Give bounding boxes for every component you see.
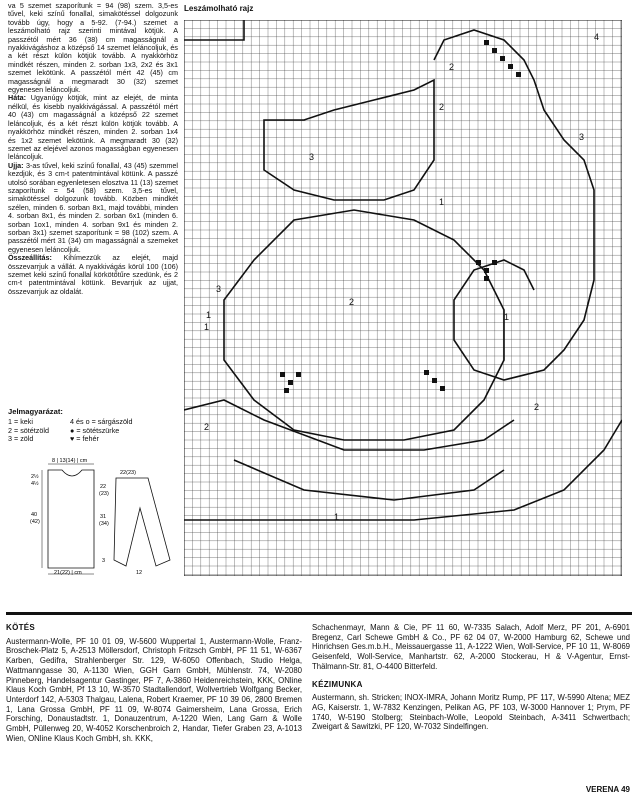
legend-item-sotetzold: 2 = sötétzöld (8, 425, 49, 435)
back-text: Ugyanúgy kötjük, mint az elejét, de minta nélkül, és kisebb nyakkivágással. A passzétól mért 40 (43) cm magasságnál a középső 22 szemet leláncoljuk, és a két részt külön kötjük tovább. A nyakkörhöz mindkét részen, minden 2. sorban 1x4 és 1x2 szemet lekötünk. A megmaradt 30 (32) szemet az elejével azonos magasságban egyenesen leláncoljuk. (8, 93, 178, 162)
sleeve-label: Ujja: (8, 160, 24, 170)
kotes-text: Austermann-Wolle, PF 10 01 09, W-5600 Wuppertal 1, Austermann-Wolle, Franz-Broschek-Platz 5, A-2513 Möllersdorf, Christoph Fritzsch GmbH, PF 11 51, W-6367 Karben, Gedifra, Strahlenberger Str. 129, W-6050 Offenbach, Studio Helga, Wattmanngasse 30, A-1130 Wien, GGH Garn GmbH, Mühlenstr. 74, W-2080 Pinneberg, Handelsagentur Gastinger, PF 7, A-3860 Heidenreichstein, KKK, ONline Klaus Koch GmbH, Pf 13 10, W-3570 Stadtallendorf, Wollvertrieb Wolfgang Becker, Unterdorf 142, A-5303 Thalgau, Lalena, Robert Kraemer, PF 10 39 06, 2800 Bremen 1, Lana Grossa GmbH, PF 11 09, W-8074 Gaimersheim, Lana Grossa, Erich Forsching, Donaustadtstr. 1, Donauzentrum, A-1220 Wien, Lang Garn & Wolle GmbH, Püllenweg 20, W-4052 Korschenbroich 2, Handar, Tiefer Graben 23, A-1013 Wien, ONline Klaus Koch GmbH, sh. KKK, (6, 636, 302, 743)
stitch-symbol (296, 372, 301, 377)
schema-sleeve-l1b: (23) (99, 491, 109, 497)
stitch-symbol (492, 48, 497, 53)
garment-schematic (30, 456, 178, 576)
legend-item-keki: 1 = keki (8, 416, 33, 426)
schema-sleeve-top: 22(23) (120, 470, 136, 476)
chart-region-label: 3 (216, 284, 222, 294)
legend-item-zold: 3 = zöld (8, 434, 34, 444)
outline-duck-neck (434, 30, 594, 380)
chart-region-label: 1 (206, 310, 212, 320)
schema-bottom: 21(22) | cm (54, 570, 82, 576)
schema-sleeve-l2: 31 (100, 514, 107, 520)
stitch-symbol (484, 276, 489, 281)
chart-region-label: 2 (204, 422, 210, 432)
schema-left-top: 2½ (31, 474, 39, 480)
chart-region-label: 1 (439, 197, 445, 207)
diagram-title: Leszámolható rajz (184, 4, 254, 13)
right-supplier-text: Schachenmayr, Mann & Cie, PF 11 60, W-7335 Salach, Adolf Merz, PF 201, A-6901 Bregenz, Carl Schewe GmbH & Co., PF 62 04 07, W-2000 Hamburg 62, Schewe und Hinrichsen Ges.m.b.H., Meissauergasse 11, A-1222 Wien, Woll-Service, PF 10 11, W-8069 Geisenfeld, Woll-Service, Manhartstr. 62, A-2000 Stockerau, H & V-Agentur, Ernst-Thälmann-Str. 81, O-4400 Bitterfeld. (312, 623, 630, 671)
legend-item-sotetszurke: ● = sötétszürke (70, 425, 120, 435)
chart-region-label: 3 (309, 152, 315, 162)
legend-title: Jelmagyarázat: (8, 407, 63, 416)
assembly-text: Kihímezzük az elejét, majd összevarrjuk a vállát. A nyakkivágás körül 100 (106) szemet keki színű fonallal körkötőtűre szedünk, és 2 cm-t patentmintával kötünk. Bevarrjuk az ujjat, összevarrjuk az oldalát. (8, 253, 178, 296)
stitch-symbol (476, 260, 481, 265)
outline-body (224, 210, 504, 440)
chart-region-label: 1 (204, 322, 210, 332)
instructions-back (8, 94, 178, 161)
knitting-chart (184, 20, 622, 576)
stitch-symbol (432, 378, 437, 383)
kezimunka-text: Austermann, sh. Stricken; INOX-IMRA, Johann Moritz Rump, PF 117, W-5990 Altena; MEZ AG, Kaiserstr. 1, W-7832 Kenzingen, Pelikan AG, PF 103, W-3000 Hannover 1; Prym, PF 1740, W-5190 Stolberg; Steinbach-Wolle, Leopold Steinbach, A-3411 Schwertbach; Zweigart & Sawitzki, PF 120, W-7032 Sindelfingen. (312, 693, 630, 732)
schema-sleeve-l1: 22 (100, 484, 107, 490)
back-label: Háta: (8, 93, 26, 103)
stitch-symbol (484, 268, 489, 273)
outline-bottom-wave (234, 460, 504, 500)
instructions-sleeve (8, 162, 178, 254)
chart-region-label: 2 (439, 102, 445, 112)
outline-bottom (184, 420, 622, 520)
instructions-assembly (8, 254, 178, 296)
schema-left-mid: 40 (31, 512, 38, 518)
right-supplier-column (312, 623, 630, 732)
stitch-symbol (500, 56, 505, 61)
instructions-intro: va 5 szemet szaporítunk = 94 (98) szem. 3,5-es tűvel, keki színű fonallal, simakötéssel dolgozunk tovább úgy, hogy a 5-92. (7-94.) szemet a leszámolható rajz szerinti mintával kötjük. A passzétól mért 36 (38) cm magasságnál a nyakkivágáshoz a középső 14 szemet leláncoljuk, és a két részt külön kötjük tovább. A nyakkörhöz mindkét részen, minden 2. sorban 1x3, 2x2 és 3x1 szemet lekötünk. A passzétól mért 42 (45) cm magasságnál a megmaradt 30 (32) szemet egyenesen leláncoljuk. (8, 1, 178, 95)
chart-outlines (184, 20, 622, 520)
schema-left-top2: 4½ (31, 481, 39, 487)
sleeve-text: 3-as tűvel, keki színű fonallal, 43 (45) szemmel kezdjük, és 3 cm-t patentmintával kötünk. A passzé utolsó sorában egyenletesen elosztva 11 (13) szemet szaporítunk = 54 (58) szem. 3,5-es tűvel, simakötéssel dolgozunk tovább. Közben mindkét szélen, minden 6. sorban 8x1, majd további, minden 4. sorban 8x1, és minden 2. sorban 6x1 (minden 6. sorban 1ox1, minden 4. sorban 9x1 és minden 2. sorban 3x1) szemet szaporítunk = 98 (102) szem. A passzétól mért 31 (34) cm magasságnál a szemeket egyenesen leláncoljuk. (8, 160, 178, 254)
chart-region-label: 1 (334, 512, 340, 522)
stitch-symbol (424, 370, 429, 375)
schema-top: 8 | 13(14) | cm (52, 458, 88, 464)
outline-wing (264, 80, 434, 200)
kezimunka-title: KÉZIMUNKA (312, 679, 363, 689)
stitch-symbol (484, 40, 489, 45)
page-footer: VERENA 49 (585, 785, 630, 794)
chart-region-label: 2 (534, 402, 540, 412)
chart-region-label: 1 (504, 312, 510, 322)
symbol-legend (8, 408, 178, 444)
assembly-label: Összeállítás: (8, 253, 52, 263)
stitch-symbol (288, 380, 293, 385)
kotes-column (6, 623, 302, 743)
legend-item-feher: ♥ = fehér (70, 434, 99, 444)
chart-region-label: 3 (579, 132, 585, 142)
chart-region-label: 2 (449, 62, 455, 72)
schema-sleeve-l2b: (34) (99, 521, 109, 527)
instructions-column (8, 2, 178, 296)
schema-left-mid2: (42) (30, 519, 40, 525)
stitch-symbol (508, 64, 513, 69)
chart-region-label: 4 (594, 32, 600, 42)
kotes-title: KÖTÉS (6, 623, 36, 632)
outline-lower (184, 400, 514, 450)
section-divider (6, 612, 632, 615)
chart-region-label: 2 (349, 297, 355, 307)
stitch-symbol (440, 386, 445, 391)
stitch-symbol (284, 388, 289, 393)
stitch-symbol (492, 260, 497, 265)
schema-sleeve-l3: 3 (102, 558, 106, 564)
stitch-symbol (280, 372, 285, 377)
legend-item-sargaszold: 4 és o = sárgászöld (70, 416, 133, 426)
schema-sleeve-bottom: 12 (136, 570, 143, 576)
stitch-symbol (516, 72, 521, 77)
outline-outer (184, 20, 244, 40)
